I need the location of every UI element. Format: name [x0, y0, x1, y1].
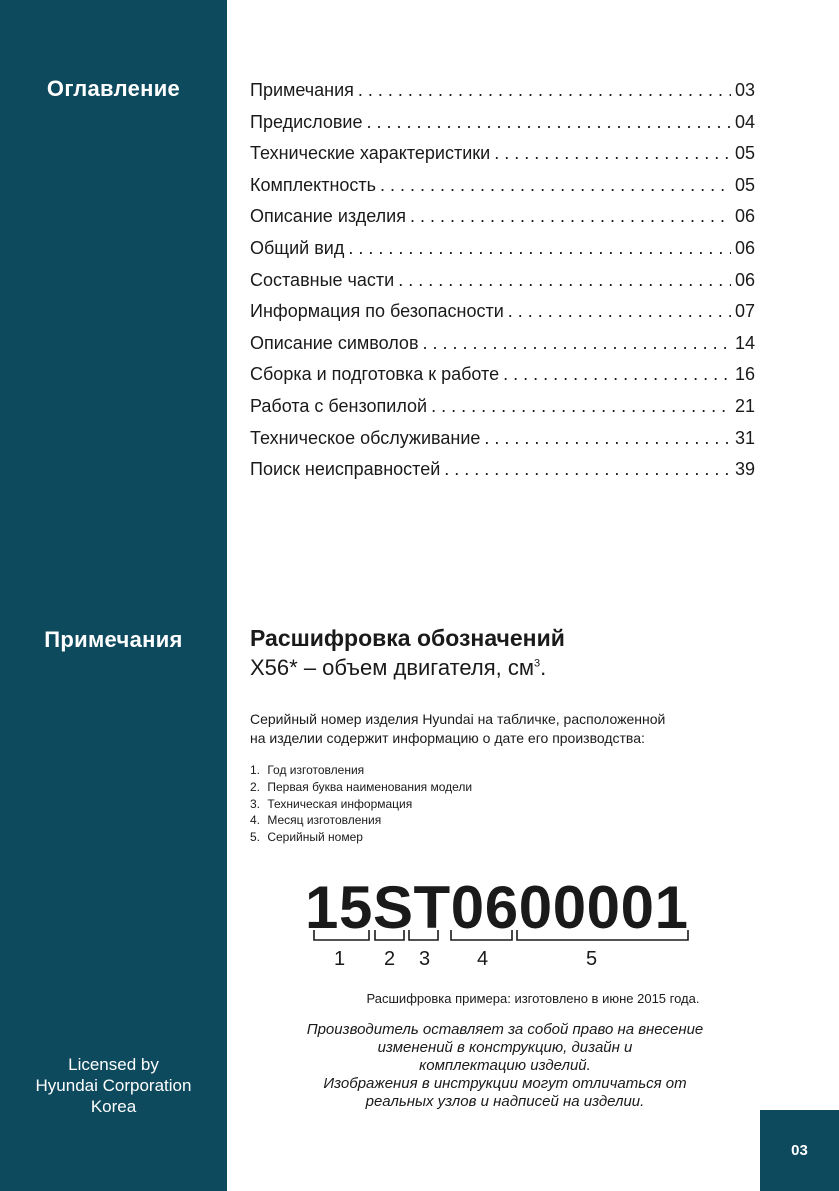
list-item-number: 2. — [250, 779, 261, 794]
list-item — [250, 779, 472, 796]
list-item — [250, 829, 472, 846]
license-line: Korea — [90, 1097, 137, 1116]
toc-entry-page: 06 — [734, 269, 755, 290]
toc-leader — [484, 428, 731, 449]
disclaimer-line: Производитель оставляет за собой право на внесение — [306, 1021, 704, 1038]
list-item-text: Техническая информация — [267, 796, 413, 811]
license-line: Licensed by — [68, 1055, 159, 1074]
toc-leader — [431, 396, 731, 417]
toc-entry[interactable] — [250, 175, 755, 207]
list-item-text: Первая буква наименования модели — [267, 779, 473, 794]
list-item-number: 4. — [250, 813, 261, 828]
serial-parts-list — [250, 762, 472, 846]
toc-entry-page: 16 — [734, 364, 755, 385]
serial-intro-line: Серийный номер изделия Hyundai на табличке, расположенной — [250, 711, 666, 727]
toc-entry[interactable] — [250, 270, 755, 302]
toc-entry-title: Описание символов — [250, 332, 419, 353]
toc-entry-title: Сборка и подготовка к работе — [250, 364, 500, 385]
toc-leader — [423, 333, 731, 354]
toc-entry-title: Примечания — [250, 80, 354, 100]
toc-entry-title: Работа с бензопилой — [250, 395, 428, 416]
toc-entry[interactable] — [250, 428, 755, 460]
list-item — [250, 796, 472, 813]
toc-entry-title: Составные части — [250, 269, 395, 290]
toc-leader — [494, 143, 731, 164]
toc-entry[interactable] — [250, 459, 755, 491]
toc-entry-page: 39 — [734, 459, 755, 480]
disclaimer-line: комплектацию изделий. — [419, 1057, 591, 1074]
toc-leader — [508, 301, 731, 322]
list-item-number: 3. — [250, 796, 261, 811]
toc-entry[interactable] — [250, 301, 755, 333]
example-caption: Расшифровка примера: изготовлено в июне 2015 года. — [366, 991, 700, 1006]
toc-leader — [358, 80, 731, 101]
license-line: Hyundai Corporation — [35, 1076, 192, 1095]
table-of-contents — [250, 80, 755, 491]
toc-leader — [380, 175, 731, 196]
decoding-subtitle-text: X56* – объем двигателя, см — [250, 655, 535, 680]
toc-entry-page: 05 — [734, 174, 755, 195]
decoding-subtitle-end: . — [540, 655, 547, 680]
page-number: 03 — [791, 1142, 808, 1159]
toc-entry[interactable] — [250, 112, 755, 144]
bracket-label-2: 2 — [384, 948, 396, 970]
toc-entry-title: Описание изделия — [250, 206, 406, 227]
list-item-number: 1. — [250, 763, 261, 777]
list-item-text: Месяц изготовления — [267, 813, 382, 828]
list-item — [250, 762, 472, 779]
toc-entry[interactable] — [250, 143, 755, 175]
sidebar — [0, 0, 227, 1191]
serial-intro — [250, 710, 720, 748]
toc-entry-page: 21 — [734, 395, 755, 416]
toc-entry-title: Техническое обслуживание — [250, 427, 481, 448]
decoding-title: Расшифровка обозначений — [250, 625, 565, 651]
decoding-subtitle-sup: 3 — [534, 657, 541, 670]
toc-leader — [444, 459, 731, 480]
list-item-text: Серийный номер — [267, 830, 363, 845]
license-text — [0, 1054, 227, 1117]
bracket-label-5: 5 — [586, 948, 598, 970]
bracket-label-3: 3 — [419, 948, 431, 970]
toc-entry-page: 06 — [734, 237, 755, 258]
toc-entry-title: Поиск неисправностей — [250, 459, 441, 480]
toc-entry-page: 06 — [734, 206, 755, 227]
toc-entry[interactable] — [250, 80, 755, 112]
list-item — [250, 812, 472, 829]
bracket-label-4: 4 — [477, 948, 489, 970]
toc-entry-title: Технические характеристики — [250, 143, 491, 164]
toc-leader — [348, 238, 731, 259]
toc-entry-page: 04 — [734, 111, 755, 132]
page-number-box — [760, 1110, 839, 1191]
disclaimer-line: Изображения в инструкции могут отличаться от — [323, 1075, 687, 1092]
list-item-text: Год изготовления — [267, 763, 365, 777]
bracket-label-1: 1 — [334, 948, 346, 970]
toc-entry-title: Комплектность — [250, 174, 377, 195]
toc-leader — [410, 206, 731, 227]
serial-example: 15ST0600001 — [305, 874, 689, 941]
toc-heading: Оглавление — [46, 76, 181, 101]
toc-leader — [503, 364, 731, 385]
toc-entry-page: 07 — [734, 301, 755, 322]
toc-entry-page: 03 — [734, 80, 755, 100]
disclaimer-line: реальных узлов и надписей на изделии. — [365, 1093, 645, 1110]
toc-entry[interactable] — [250, 238, 755, 270]
disclaimer-line: изменений в конструкцию, дизайн и — [377, 1039, 633, 1056]
toc-entry-page: 05 — [734, 143, 755, 164]
toc-entry-page: 31 — [734, 427, 755, 448]
toc-leader — [398, 270, 731, 291]
toc-entry-title: Информация по безопасности — [250, 301, 504, 322]
toc-entry[interactable] — [250, 333, 755, 365]
toc-entry-title: Предисловие — [250, 111, 363, 132]
toc-entry-title: Общий вид — [250, 237, 345, 258]
serial-intro-line: на изделии содержит информацию о дате его производства: — [250, 730, 645, 746]
toc-entry[interactable] — [250, 206, 755, 238]
list-item-number: 5. — [250, 830, 261, 845]
toc-leader — [366, 112, 731, 133]
toc-entry[interactable] — [250, 364, 755, 396]
disclaimer — [280, 1021, 730, 1111]
notes-heading: Примечания — [44, 627, 183, 652]
decoding-subtitle — [250, 655, 546, 681]
toc-entry-page: 14 — [734, 332, 755, 353]
toc-entry[interactable] — [250, 396, 755, 428]
